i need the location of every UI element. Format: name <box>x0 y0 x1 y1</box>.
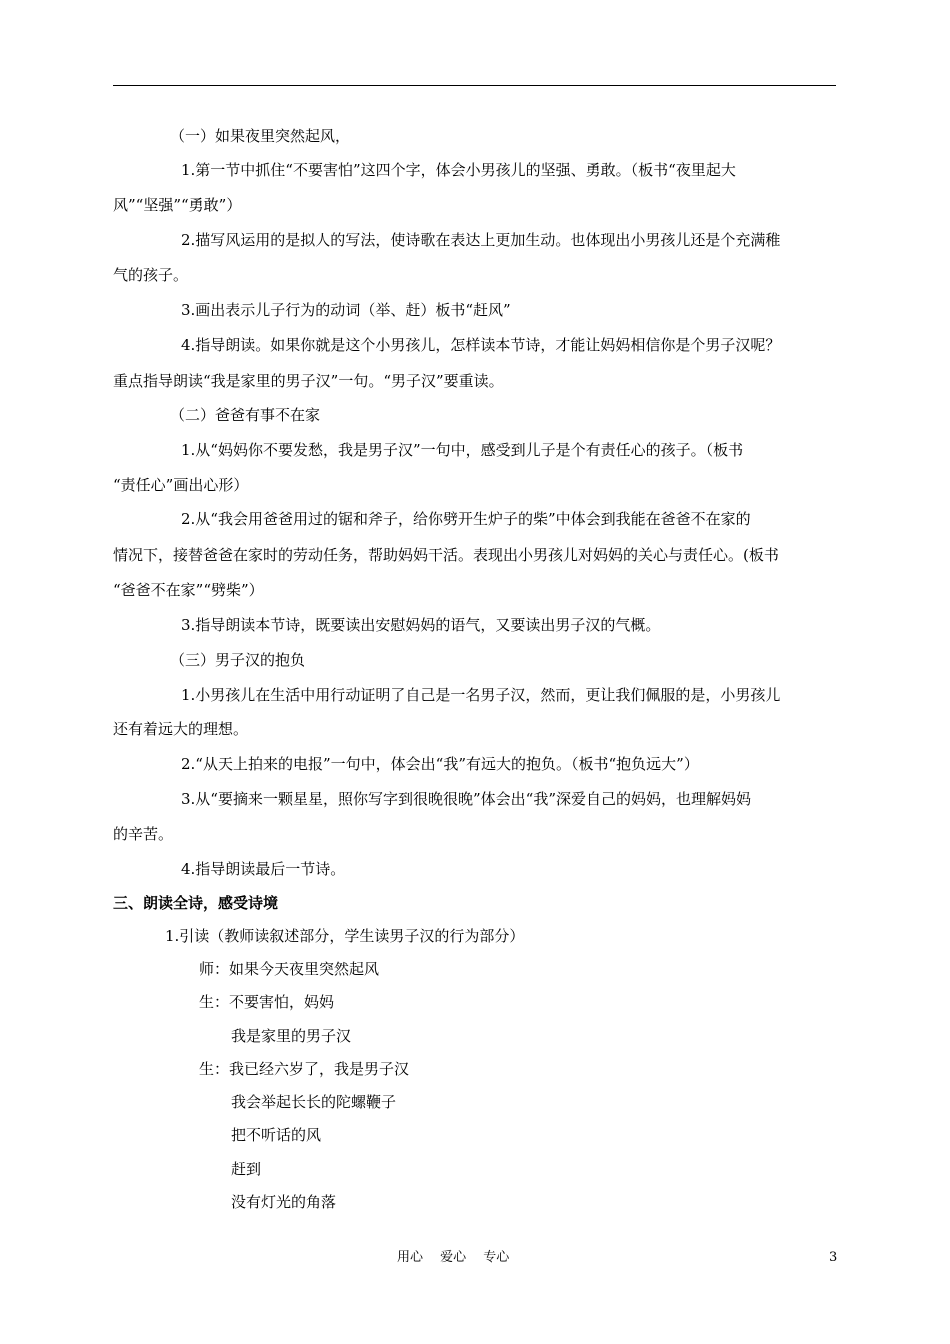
header-rule <box>113 85 836 86</box>
paragraph-line: 3.从“要摘来一颗星星，照你写字到很晚很晚”体会出“我”深爱自己的妈妈，也理解妈妈 <box>181 790 751 808</box>
section-heading: 三、朗读全诗，感受诗境 <box>113 894 279 912</box>
paragraph-line: 1.从“妈妈你不要发愁，我是男子汉”一句中，感受到儿子是个有责任心的孩子。（板书 <box>181 441 744 459</box>
paragraph-line: “责任心”画出心形） <box>113 476 249 494</box>
paragraph-line: 1.第一节中抓住“不要害怕”这四个字，体会小男孩儿的坚强、勇敢。（板书“夜里起大 <box>181 161 736 179</box>
paragraph-line: “爸爸不在家”“劈柴”） <box>113 581 264 599</box>
paragraph-line: 风”“坚强”“勇敢”） <box>113 196 242 214</box>
paragraph-line: 1.引读（教师读叙述部分，学生读男子汉的行为部分） <box>165 927 525 945</box>
paragraph-line: 的辛苦。 <box>113 825 174 843</box>
paragraph-line: 2.描写风运用的是拟人的写法，使诗歌在表达上更加生动。也体现出小男孩儿还是个充满稚 <box>181 231 781 249</box>
subsection-heading-3: （三）男子汉的抱负 <box>170 651 306 669</box>
poem-line: 生：不要害怕，妈妈 <box>199 993 335 1011</box>
paragraph-line: 4.指导朗读。如果你就是这个小男孩儿，怎样读本节诗，才能让妈妈相信你是个男子汉呢？ <box>181 336 781 354</box>
paragraph-line: 2.“从天上拍来的电报”一句中，体会出“我”有远大的抱负。（板书“抱负远大”） <box>181 755 699 773</box>
poem-line: 我是家里的男子汉 <box>231 1027 352 1045</box>
poem-line: 生：我已经六岁了，我是男子汉 <box>199 1060 410 1078</box>
footer-motto: 用心 爱心 专心 <box>397 1250 510 1265</box>
paragraph-line: 情况下，接替爸爸在家时的劳动任务，帮助妈妈干活。表现出小男孩儿对妈妈的关心与责任心。(板书 <box>113 546 779 564</box>
subsection-heading-2: （二）爸爸有事不在家 <box>170 406 321 424</box>
poem-line: 没有灯光的角落 <box>231 1193 337 1211</box>
paragraph-line: 2.从“我会用爸爸用过的锯和斧子，给你劈开生炉子的柴”中体会到我能在爸爸不在家的 <box>181 510 751 528</box>
paragraph-line: 4.指导朗读最后一节诗。 <box>181 860 346 878</box>
paragraph-line: 3.画出表示儿子行为的动词（举、赶）板书“赶风” <box>181 301 511 319</box>
page-number: 3 <box>829 1250 838 1265</box>
paragraph-line: 气的孩子。 <box>113 266 189 284</box>
paragraph-line: 1.小男孩儿在生活中用行动证明了自己是一名男子汉，然而，更让我们佩服的是，小男孩儿 <box>181 686 781 704</box>
poem-line: 把不听话的风 <box>231 1126 322 1144</box>
paragraph-line: 还有着远大的理想。 <box>113 720 249 738</box>
subsection-heading-1: （一）如果夜里突然起风， <box>170 127 351 145</box>
poem-line: 赶到 <box>231 1160 262 1178</box>
poem-line: 师：如果今天夜里突然起风 <box>199 960 380 978</box>
poem-line: 我会举起长长的陀螺鞭子 <box>231 1093 397 1111</box>
paragraph-line: 重点指导朗读“我是家里的男子汉”一句。“男子汉”要重读。 <box>113 372 504 390</box>
paragraph-line: 3.指导朗读本节诗，既要读出安慰妈妈的语气，又要读出男子汉的气概。 <box>181 616 661 634</box>
